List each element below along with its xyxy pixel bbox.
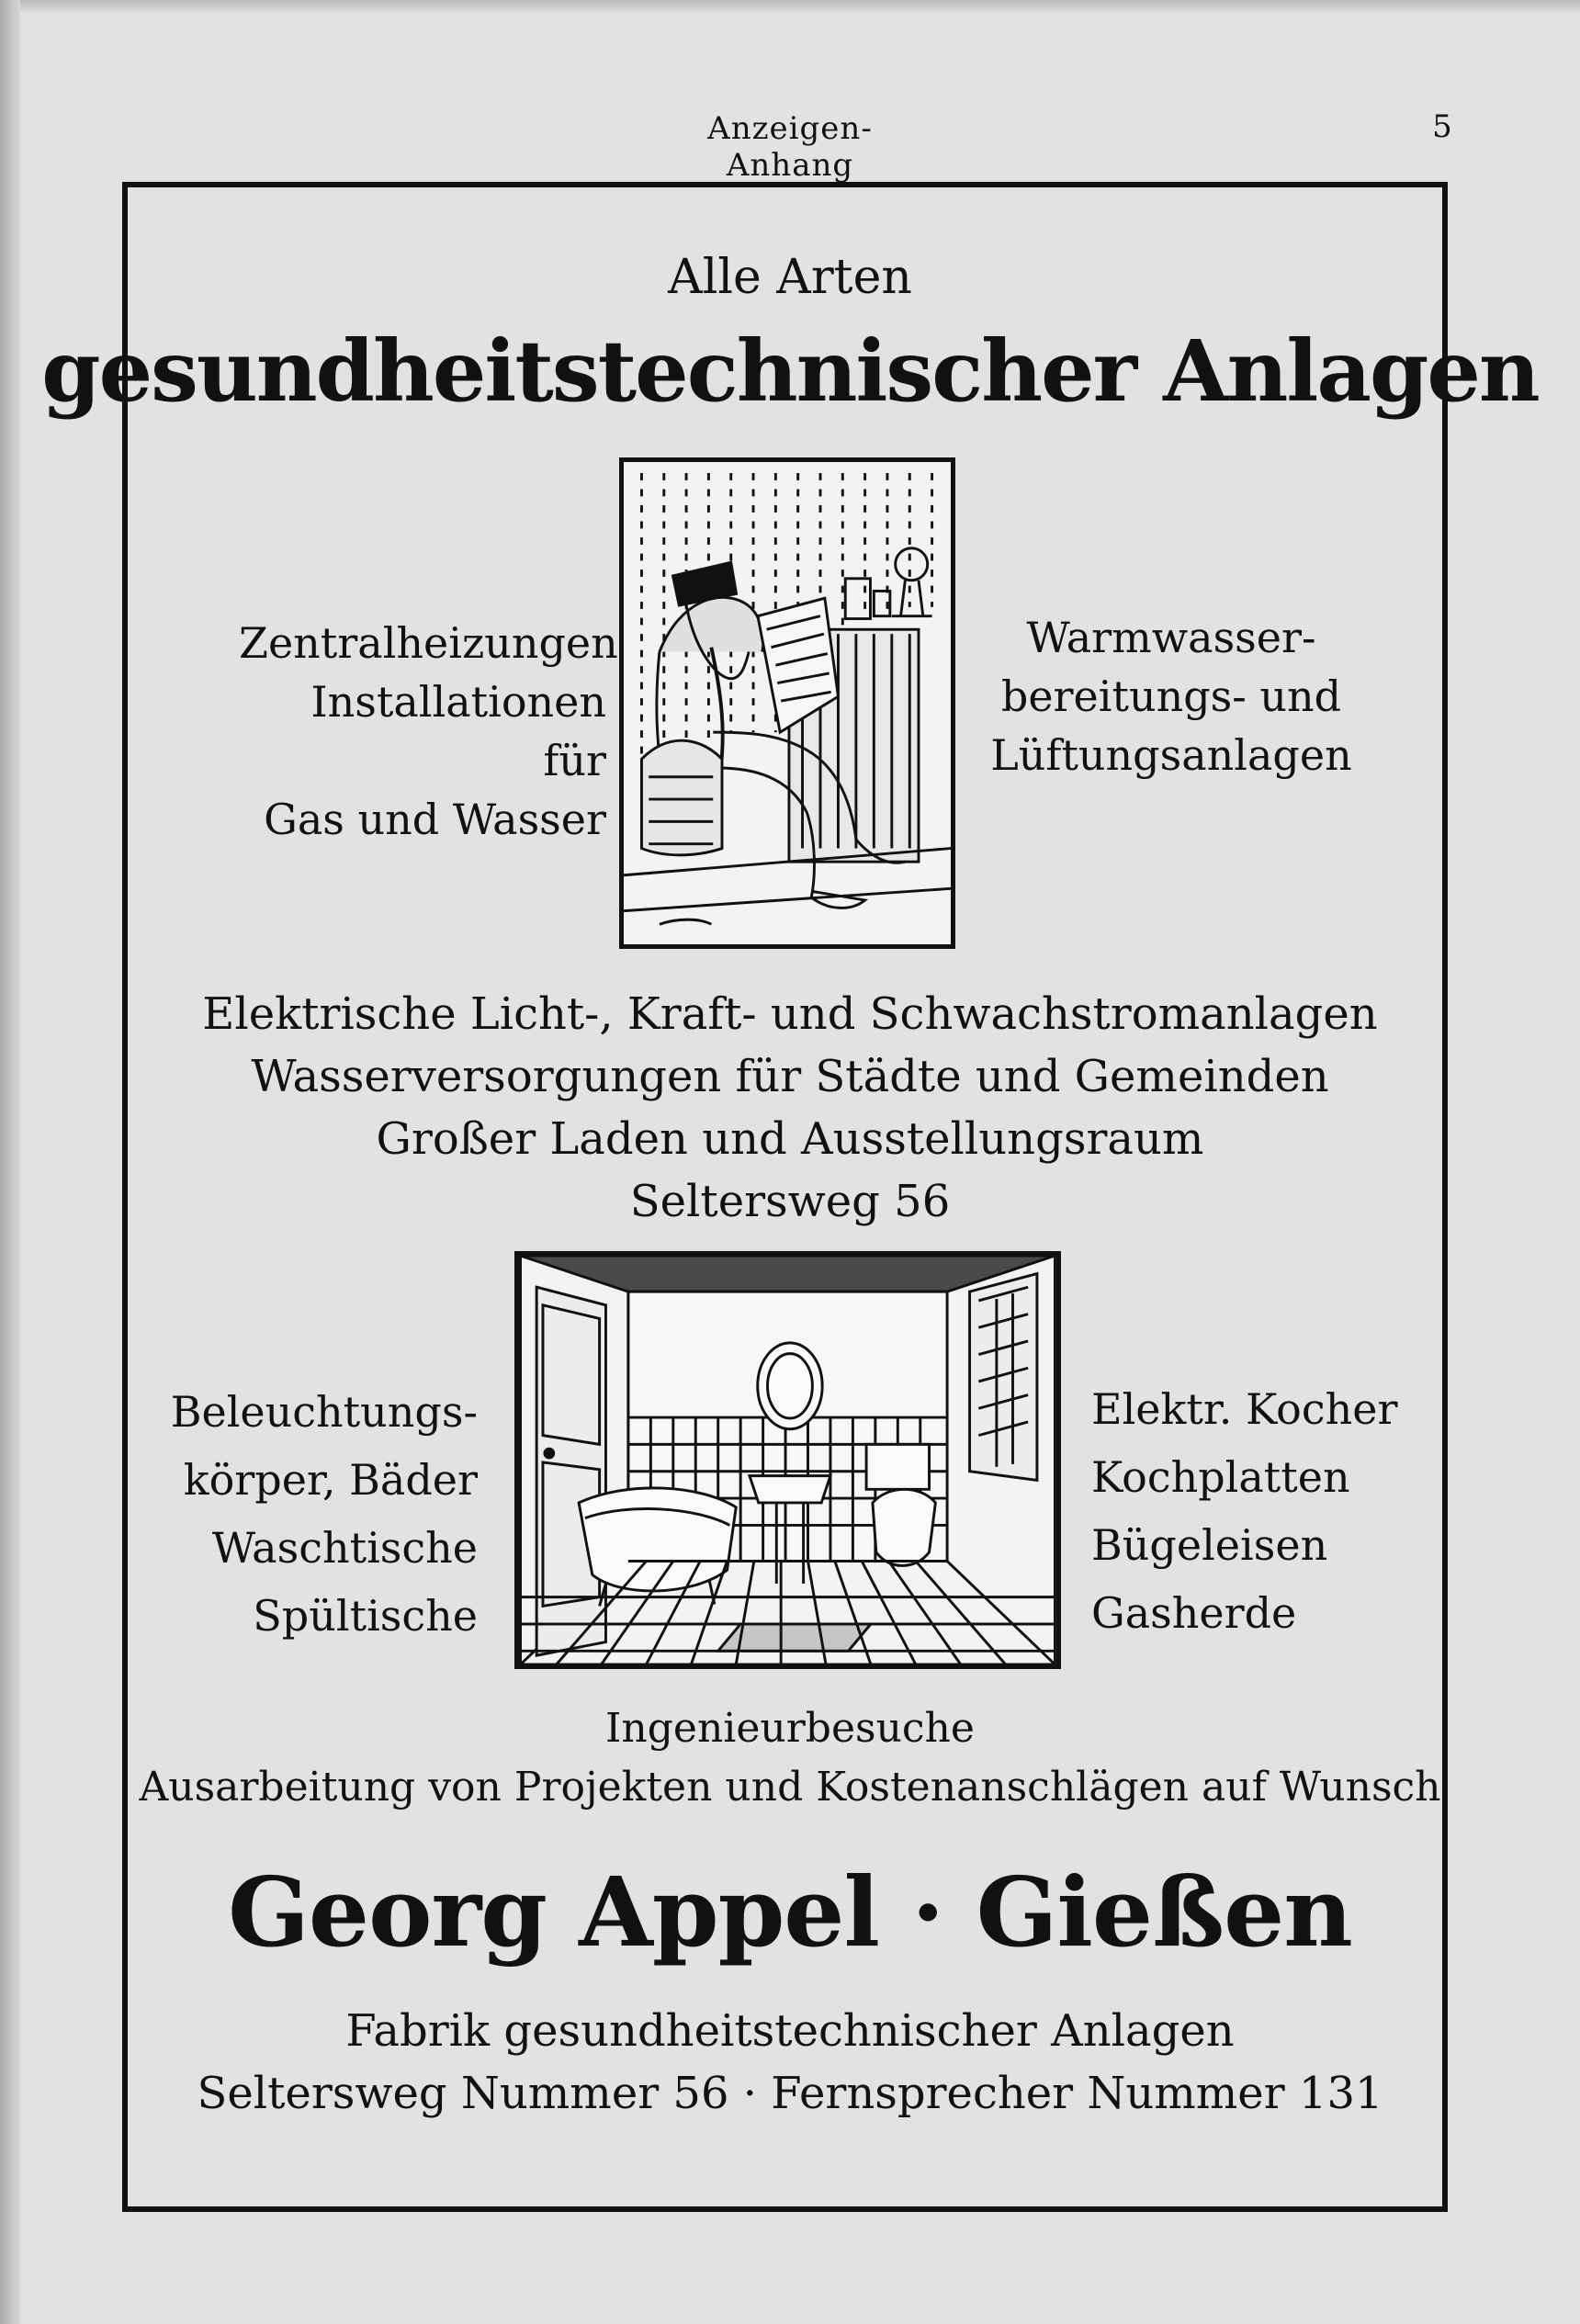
- bathroom-drawing: [519, 1256, 1056, 1664]
- running-header: Anzeigen-Anhang: [707, 110, 873, 184]
- middle-service-lines: [0, 983, 1580, 1233]
- reading-man-drawing: [624, 462, 951, 944]
- product-line: körper, Bäder: [183, 1455, 478, 1505]
- ad-headline: gesundheitstechnischer Anlagen: [41, 322, 1539, 421]
- man-reading-newspaper-illustration: [619, 457, 955, 949]
- service-line: Warmwasser-: [1026, 613, 1316, 662]
- service-line: Zentralheizungen: [239, 618, 618, 668]
- service-line: bereitungs- und: [1000, 671, 1342, 721]
- product-line: Beleuchtungs-: [170, 1387, 478, 1437]
- product-line: Kochplatten: [1091, 1452, 1350, 1502]
- product-line: Elektr. Kocher: [1091, 1384, 1398, 1434]
- contact-line: Seltersweg Nummer 56 · Fernsprecher Nummer 131: [197, 2068, 1383, 2119]
- middle-line: Seltersweg 56: [629, 1176, 951, 1227]
- service-line: Gas und Wasser: [264, 795, 606, 844]
- left-top-services: [239, 614, 618, 849]
- left-bottom-products: [165, 1378, 478, 1650]
- scan-top-edge: [0, 0, 1580, 13]
- page-number: 5: [1432, 108, 1452, 145]
- product-line: Gasherde: [1091, 1588, 1297, 1638]
- middle-line: Elektrische Licht-, Kraft- und Schwachstromanlagen: [202, 988, 1378, 1040]
- product-line: Waschtische: [211, 1523, 478, 1573]
- engineering-line: Ingenieurbesuche: [605, 1705, 975, 1752]
- ad-kicker: Alle Arten: [668, 250, 912, 305]
- right-bottom-products: [1091, 1375, 1404, 1647]
- engineering-services: [0, 1699, 1580, 1817]
- product-line: Bügeleisen: [1091, 1520, 1328, 1570]
- product-line: Spültische: [253, 1591, 478, 1641]
- middle-line: Großer Laden und Ausstellungsraum: [376, 1113, 1204, 1165]
- engineering-line: Ausarbeitung von Projekten und Kostenanschlägen auf Wunsch: [139, 1764, 1441, 1811]
- right-top-services: [974, 608, 1369, 784]
- bathroom-interior-illustration: [514, 1251, 1061, 1669]
- firm-description: Fabrik gesundheitstechnischer Anlagen: [345, 2005, 1235, 2057]
- firm-footer: [0, 2000, 1580, 2125]
- middle-line: Wasserversorgungen für Städte und Gemeinden: [251, 1051, 1329, 1102]
- service-line: Installationen für: [310, 677, 606, 785]
- firm-name: Georg Appel · Gießen: [228, 1856, 1352, 1969]
- service-line: Lüftungsanlagen: [990, 730, 1352, 780]
